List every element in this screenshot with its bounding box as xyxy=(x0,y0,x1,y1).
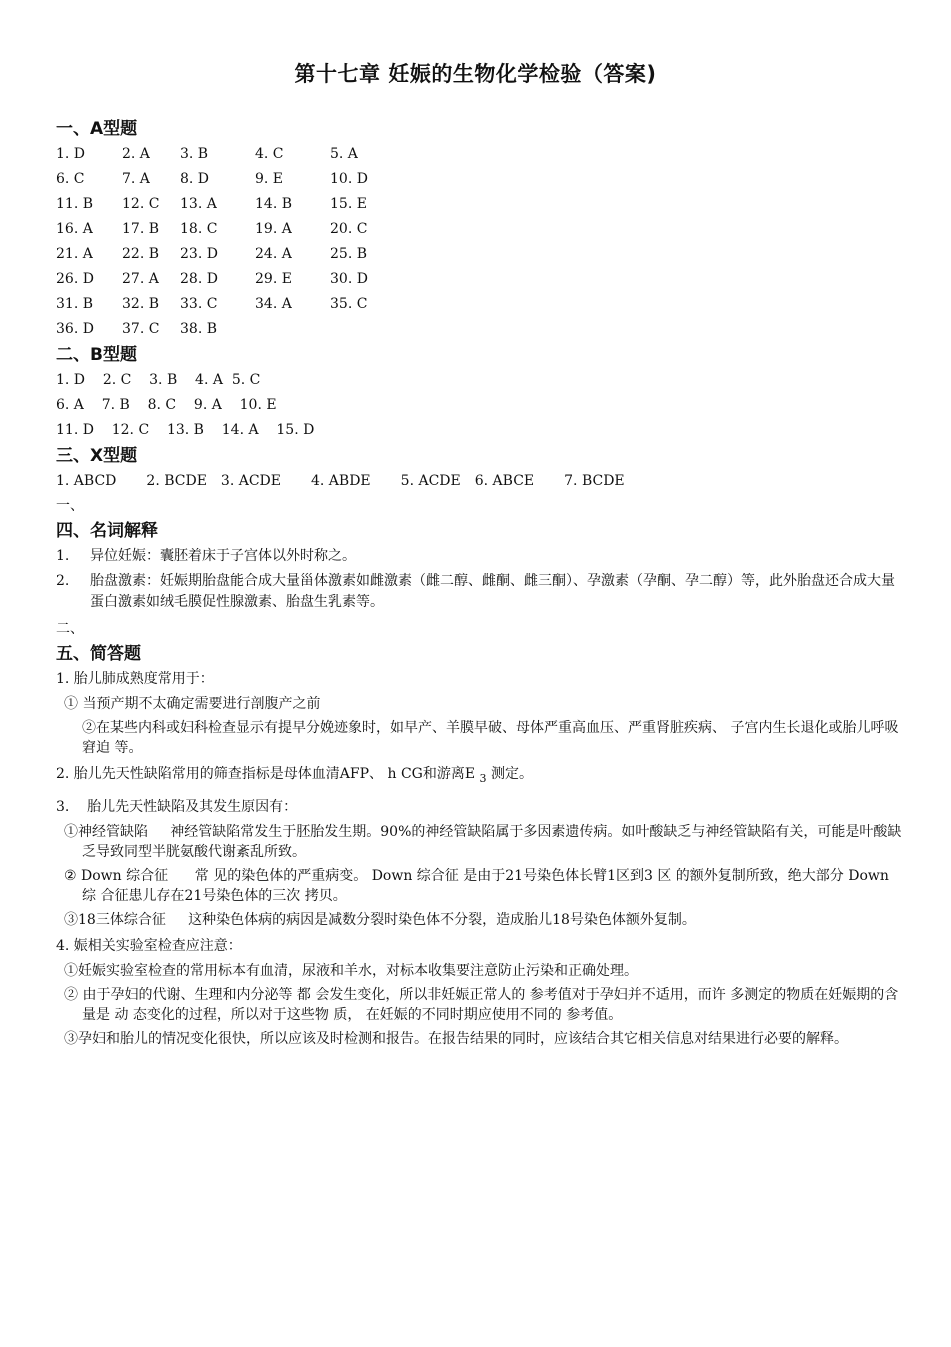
answer-row xyxy=(56,317,906,342)
answer-1a: ① 当预产期不太确定需要进行剖腹产之前 xyxy=(64,696,321,712)
answer-4b: ② 由于孕妇的代谢、生理和内分泌等 都 会发生变化，所以非妊娠正常人的 参考值对于孕妇并不适用，而许 多测定的物质在妊娠期的含量是 动 态变化的过程，所以对于这些物 质， 在妊娠的不同时期应使用不同的 参考值。 xyxy=(64,986,899,1023)
answer-cell: 26. D xyxy=(56,271,94,287)
question-2-end: 测定。 xyxy=(491,766,533,782)
answer-cell: 15. E xyxy=(330,196,367,212)
answer-cell: 16. A xyxy=(56,221,93,237)
answer-cell: 9. E xyxy=(255,171,284,187)
answer-cell: 8. D xyxy=(180,171,210,187)
answer-3a: ①神经管缺陷 神经管缺陷常发生于胚胎发生期。90%的神经管缺陷属于多因素遗传病。如叶酸缺乏与神经管缺陷有关，可能是叶酸缺乏导致同型半胱氨酸代谢紊乱所致。 xyxy=(64,823,902,860)
answer-1b: ②在某些内科或妇科检查显示有提早分娩迹象时，如早产、羊膜早破、母体严重高血压、严重肾脏疾病、 子宫内生长退化或胎儿呼吸窘迫 等。 xyxy=(82,720,899,756)
answer-row xyxy=(56,167,906,192)
answer-row xyxy=(56,217,906,242)
answer-cell: 2. BCDE xyxy=(146,473,207,489)
term-text: 异位妊娠：囊胚着床于子宫体以外时称之。 xyxy=(90,548,356,564)
subscript: 3 xyxy=(479,771,487,785)
answer-cell: 5. ACDE xyxy=(400,473,461,489)
term-text: 胎盘激素：妊娠期胎盘能合成大量甾体激素如雌激素（雌二醇、雌酮、雌三酮）、孕激素（孕酮、孕二醇）等，此外胎盘还合成大量蛋白激素如绒毛膜促性腺激素、胎盘生乳素等。 xyxy=(90,573,895,610)
section-b-heading: 二、B型题 xyxy=(56,345,137,365)
question-2-text: 2. 胎儿先天性缺陷常用的筛查指标是母体血清AFP、 h CG和游离E xyxy=(56,766,476,782)
answer-cell: 11. B xyxy=(56,196,94,212)
answer-cell: 20. C xyxy=(330,221,368,237)
answer-cell: 14. B xyxy=(255,196,293,212)
answer-cell: 25. B xyxy=(330,246,368,262)
answer-row xyxy=(56,242,906,267)
answer-row: 11. D 12. C 13. B 14. A 15. D xyxy=(56,422,315,438)
term-number: 1. xyxy=(56,548,70,564)
answer-cell: 1. D xyxy=(56,146,86,162)
answer-cell: 36. D xyxy=(56,321,94,337)
answer-cell: 4. ABDE xyxy=(311,473,371,489)
answer-cell: 13. A xyxy=(180,196,217,212)
answer-row xyxy=(56,292,906,317)
answer-row xyxy=(56,267,906,292)
answer-cell: 37. C xyxy=(122,321,160,337)
answer-cell: 27. A xyxy=(122,271,159,287)
answer-cell: 10. D xyxy=(330,171,368,187)
answer-cell: 17. B xyxy=(122,221,160,237)
section-short-heading: 五、简答题 xyxy=(56,644,141,664)
answer-cell: 7. BCDE xyxy=(564,473,625,489)
answer-cell: 23. D xyxy=(180,246,218,262)
answer-cell: 38. B xyxy=(180,321,218,337)
section-x-heading: 三、X型题 xyxy=(56,446,138,466)
answer-cell: 35. C xyxy=(330,296,368,312)
answer-row xyxy=(56,469,906,494)
section-a-answers xyxy=(56,142,906,342)
answer-cell: 18. C xyxy=(180,221,218,237)
answer-row: 6. A 7. B 8. C 9. A 10. E xyxy=(56,397,277,413)
term-definition xyxy=(56,571,906,613)
answer-3c: ③18三体综合征 这种染色体病的病因是减数分裂时染色体不分裂，造成胎儿18号染色体额外复制。 xyxy=(64,911,696,928)
answer-3b: ② Down 综合征 常 见的染色体的严重病变。 Down 综合征 是由于21号染色体长臂1区到3 区 的额外复制所致，绝大部分 Down 综 合征患儿存在21号染色体的三次 拷贝。 xyxy=(64,867,894,904)
answer-row xyxy=(56,142,906,167)
answer-cell: 33. C xyxy=(180,296,218,312)
answer-cell: 5. A xyxy=(330,146,358,162)
term-number: 2. xyxy=(56,573,70,589)
answer-row xyxy=(56,192,906,217)
answer-cell: 19. A xyxy=(255,221,292,237)
question-1: 1. 胎儿肺成熟度常用于： xyxy=(56,671,214,687)
answer-4c: ③孕妇和胎儿的情况变化很快，所以应该及时检测和报告。在报告结果的同时，应该结合其它相关信息对结果进行必要的解释。 xyxy=(64,1030,848,1047)
answer-cell: 6. C xyxy=(56,171,85,187)
answer-cell: 34. A xyxy=(255,296,292,312)
stray-marker: 一、 xyxy=(56,498,84,514)
question-3: 3. 胎儿先天性缺陷及其发生原因有： xyxy=(56,798,298,815)
answer-cell: 2. A xyxy=(122,146,150,162)
answer-cell: 30. D xyxy=(330,271,368,287)
question-4: 4. 娠相关实验室检查应注意： xyxy=(56,937,242,954)
term-definition xyxy=(56,546,906,567)
answer-cell: 4. C xyxy=(255,146,284,162)
answer-cell: 1. ABCD xyxy=(56,473,117,489)
answer-cell: 31. B xyxy=(56,296,94,312)
answer-cell: 3. ACDE xyxy=(220,473,281,489)
page-title: 第十七章 妊娠的生物化学检验（答案) xyxy=(294,62,657,86)
answer-cell: 3. B xyxy=(180,146,209,162)
answer-cell: 21. A xyxy=(56,246,93,262)
stray-marker: 二、 xyxy=(56,621,84,637)
section-a-heading: 一、A型题 xyxy=(56,119,138,139)
answer-cell: 12. C xyxy=(122,196,160,212)
answer-cell: 24. A xyxy=(255,246,292,262)
answer-row: 1. D 2. C 3. B 4. A 5. C xyxy=(56,372,261,388)
answer-cell: 22. B xyxy=(122,246,160,262)
answer-4a: ①妊娠实验室检查的常用标本有血清，尿液和羊水，对标本收集要注意防止污染和正确处理。 xyxy=(64,962,638,979)
question-2 xyxy=(56,762,906,791)
answer-cell: 7. A xyxy=(122,171,150,187)
section-terms-heading: 四、名词解释 xyxy=(56,521,158,541)
document-content xyxy=(56,116,906,1053)
answer-cell: 28. D xyxy=(180,271,218,287)
answer-cell: 6. ABCE xyxy=(474,473,535,489)
answer-cell: 32. B xyxy=(122,296,160,312)
answer-cell: 29. E xyxy=(255,271,292,287)
